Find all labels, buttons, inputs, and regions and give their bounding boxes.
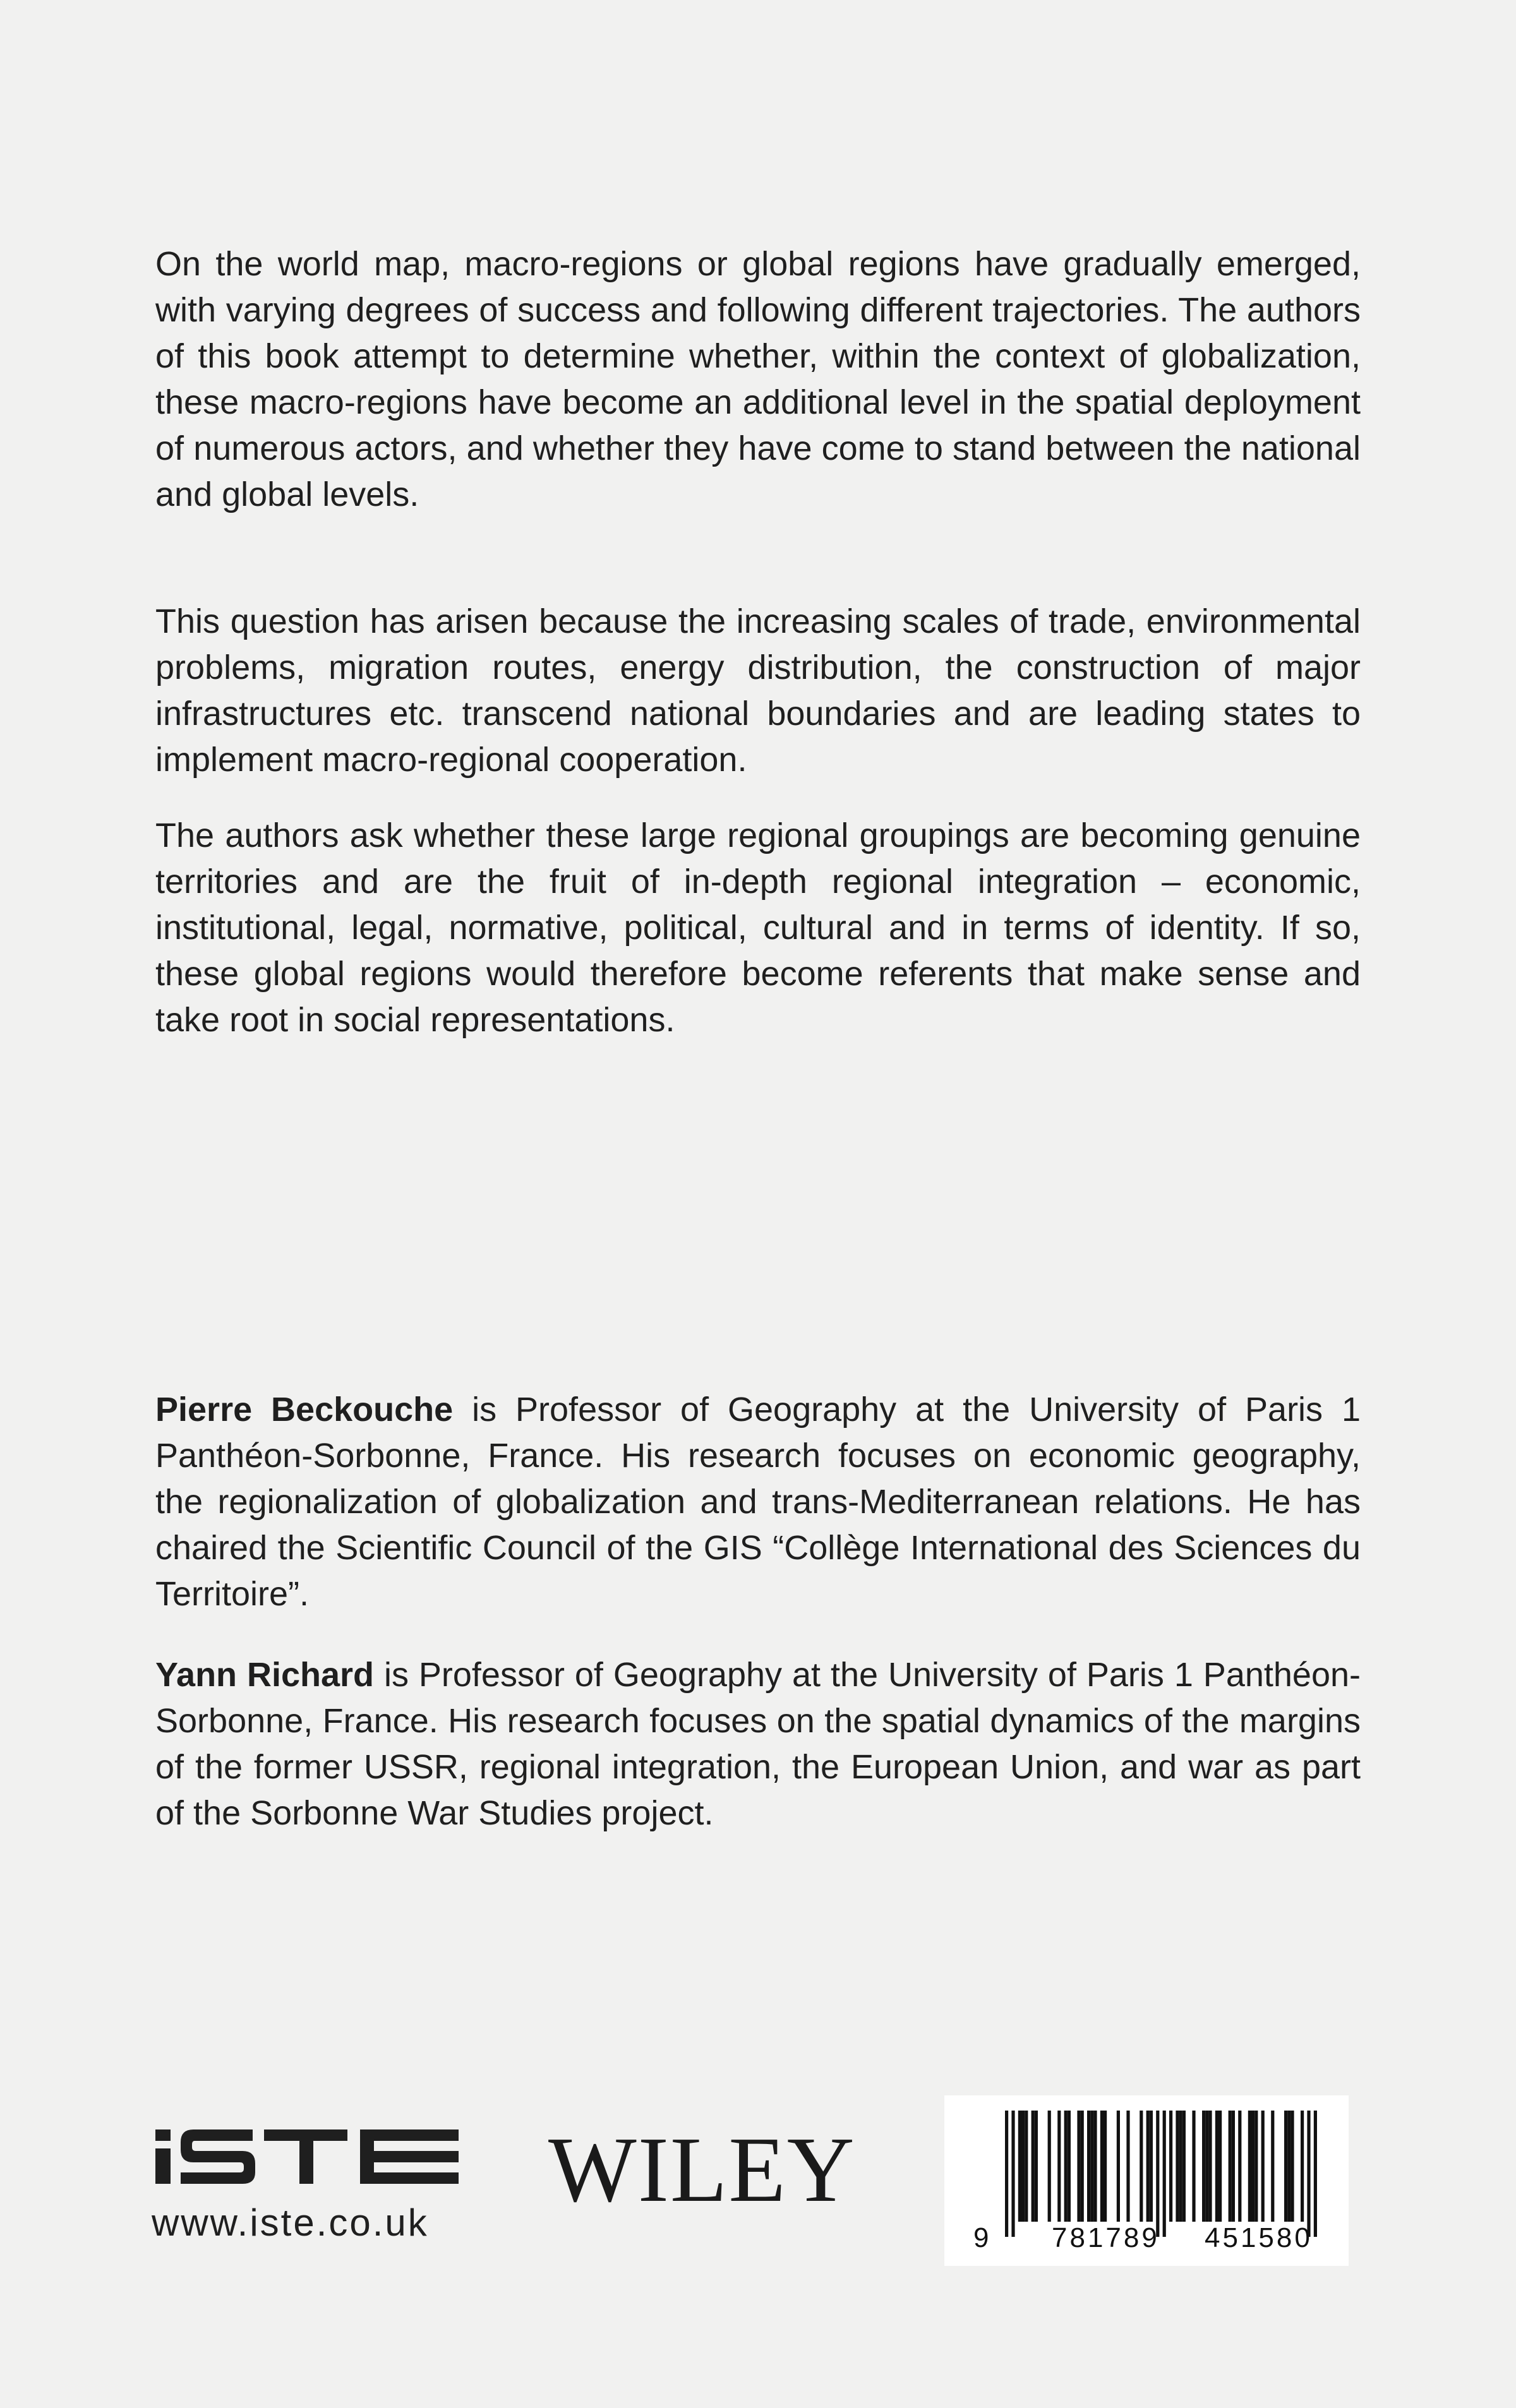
barcode-bar [1261, 2111, 1265, 2222]
barcode-bar [1208, 2111, 1212, 2222]
barcode-bar [1205, 2111, 1208, 2222]
barcode-bar [1081, 2111, 1084, 2222]
barcode-bar [1087, 2111, 1090, 2222]
barcode-bar [1314, 2111, 1317, 2237]
barcode-bar [1068, 2111, 1071, 2222]
barcode-bar [1251, 2111, 1254, 2222]
author-bio-text-1: is Professor of Geography at the University of Paris 1 Panthéon-Sorbonne, France. His research focuses on economic geography, the regionalization of globalization and trans-Mediterranean relations. He has chaired the Scientific Council of the GIS “Collège International des Sciences du Territoire”. [155, 1391, 1361, 1613]
description-paragraph-2: This question has arisen because the increasing scales of trade, environmental problems, migration routes, energy distribution, the construction of major infrastructures etc. transcend national boundaries and are leading states to implement macro-regional cooperation. [155, 602, 1361, 779]
barcode-bar [1018, 2111, 1021, 2222]
barcode-bar [1077, 2111, 1080, 2222]
barcode-left-digits: 781789 [1052, 2222, 1160, 2253]
barcode-bar [1156, 2111, 1159, 2237]
barcode-bar [1176, 2111, 1179, 2222]
barcode-bar [1271, 2111, 1274, 2222]
iste-logo [155, 2129, 459, 2184]
barcode-bar [1215, 2111, 1218, 2222]
description-paragraph-3: The authors ask whether these large regional groupings are becoming genuine territories and are the fruit of in-depth regional integration – economic, institutional, legal, normative, political, cultural and in terms of identity. If so, these global regions would therefore become referents that make sense and take root in social representations. [155, 817, 1361, 1039]
barcode-bar [1025, 2111, 1028, 2222]
barcode-bar [1117, 2111, 1120, 2222]
description-paragraph-1: On the world map, macro-regions or global regions have gradually emerged, with varying degrees of success and following different trajectories. The authors of this book attempt to determine whether, within the context of globalization, these macro-regions have become an additional level in the spatial deployment of numerous actors, and whether they have come to stand between the national and global levels. [155, 245, 1361, 513]
barcode-bar [1093, 2111, 1097, 2222]
barcode-bar [1182, 2111, 1186, 2222]
barcode-bar [1290, 2111, 1294, 2222]
barcode-bar [1284, 2111, 1287, 2222]
barcode-bar [1229, 2111, 1232, 2222]
author-bio-1 [155, 1387, 1361, 1617]
author-bio-2 [155, 1652, 1361, 1836]
barcode-bar [1254, 2111, 1258, 2222]
barcode-bar [1202, 2111, 1205, 2222]
barcode-bar [1064, 2111, 1068, 2222]
barcode-bar [1301, 2111, 1304, 2222]
barcode-bar [1100, 2111, 1104, 2222]
barcode-bar [1011, 2111, 1014, 2237]
barcode-bar [1146, 2111, 1150, 2222]
barcode-bar [1090, 2111, 1093, 2222]
barcode-bar [1169, 2111, 1172, 2222]
barcode-bar [1238, 2111, 1241, 2222]
iste-website-url: www.iste.co.uk [152, 2201, 429, 2244]
barcode-bar [1140, 2111, 1143, 2222]
barcode-bar [1057, 2111, 1061, 2222]
barcode-bar [1126, 2111, 1129, 2222]
barcode-bar [1248, 2111, 1251, 2222]
barcode-right-digits: 451580 [1205, 2222, 1313, 2253]
barcode-bar [1218, 2111, 1222, 2222]
isbn-barcode [944, 2095, 1349, 2266]
barcode-bar [1163, 2111, 1166, 2237]
barcode-bar [1307, 2111, 1310, 2237]
barcode-bar [1005, 2111, 1008, 2237]
wiley-logo: WILEY [548, 2118, 856, 2222]
barcode-bar [1021, 2111, 1025, 2222]
barcode-bar [1048, 2111, 1051, 2222]
barcode-bar [1150, 2111, 1153, 2222]
barcode-bar [1287, 2111, 1290, 2222]
barcode-bar [1179, 2111, 1182, 2222]
author-bio-text-2: is Professor of Geography at the University of Paris 1 Panthéon-Sorbonne, France. His research focuses on the spatial dynamics of the margins of the former USSR, regional integration, the European Union, and war as part of the Sorbonne War Studies project. [155, 1656, 1361, 1832]
barcode-bar [1192, 2111, 1195, 2222]
barcode-bar [1104, 2111, 1107, 2222]
barcode-bar [1232, 2111, 1235, 2222]
barcode-lead-digit: 9 [973, 2222, 989, 2253]
author-name-1: Pierre Beckouche [155, 1391, 454, 1429]
author-name-2: Yann Richard [155, 1656, 375, 1694]
barcode-bar [1035, 2111, 1038, 2222]
barcode-bar [1032, 2111, 1035, 2222]
